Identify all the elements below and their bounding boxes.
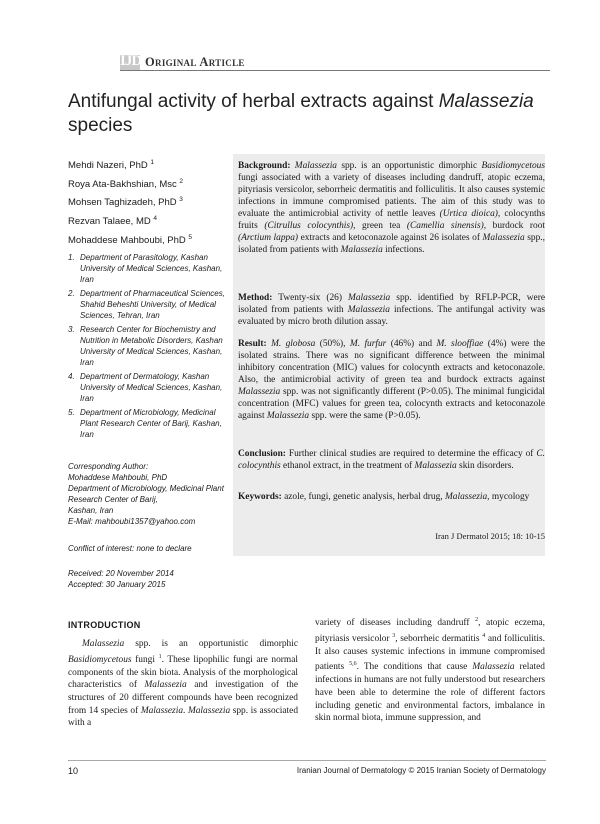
affiliation: 4. Department of Dermatology, Kashan University of Medical Sciences, Kashan, Iran — [68, 372, 223, 403]
author: Mehdi Nazeri, PhD $^1$ — [68, 159, 154, 172]
journal-footer: Iranian Journal of Dermatology © 2015 Iranian Society of Dermatology — [296, 766, 546, 775]
received-date: Received: 20 November 2014 — [68, 569, 174, 578]
abstract-result-label: Result: — [238, 339, 267, 349]
abstract-method-label: Method: — [238, 293, 273, 303]
abstract-result — [238, 338, 545, 422]
abstract-conclusion-label: Conclusion: — [238, 449, 286, 459]
keywords-label: Keywords: — [238, 492, 282, 502]
corresponding-department: Department of Microbiology, Medicinal Plant Research Center of Barij, — [68, 484, 224, 504]
author: Rezvan Talaee, MD $^4$ — [68, 214, 157, 228]
abstract-background-label: Background: — [238, 161, 291, 171]
introduction-heading: INTRODUCTION — [68, 620, 141, 630]
corresponding-location: Kashan, Iran — [68, 506, 114, 515]
author: Roya Ata-Bakhshian, Msc $^2$ — [68, 177, 184, 190]
affiliation: 3. Research Center for Biochemistry and Nutrition in Metabolic Disorders, Kashan University of Medical Sciences, Kashan, Iran — [68, 325, 223, 367]
conflict-statement: Conflict of interest: none to declare — [68, 544, 192, 553]
affiliation: 1. Department of Parasitology, Kashan University of Medical Sciences, Kashan, Iran — [68, 253, 223, 284]
affiliation-list — [68, 252, 230, 443]
header-divider — [120, 70, 550, 71]
section-label: Original Article — [145, 55, 245, 69]
author: Mohaddese Mahboubi, PhD $^5$ — [68, 233, 193, 246]
footer-divider — [68, 760, 546, 761]
author-list — [68, 155, 228, 248]
journal-badge: IJD — [120, 53, 142, 69]
abstract-background-text: Malassezia spp. is an opportunistic dimorphic Basidiomycetous fungi associated with a variety of diseases including dandruff, atopic eczema, pityriasis versicolor, seborrheic dermatitis and folliculitis. It also causes systemic infections in immune compromised patients. The aim of this study was to evaluate the antimicrobial activity of nettle leaves (Urtica dioica), colocynths fruits (Citrullus colocynthis), green tea (Camellia sinensis), burdock root (Arctium lappa) extracts and ketoconazole against 26 isolates of Malassezia spp., isolated from patients with Malassezia infections. — [238, 161, 546, 255]
introduction-right-column: variety of diseases including dandruff $^2$, atopic eczema, pityriasis versicolor $^3$, seborrheic dermatitis $^4$ and folliculitis. It also causes systemic infections in immune compromised patients $^{5,6}$. The conditions that cause Malassezia related infections in humans are not fully understood but researchers have been able to determine the role of different factors including genetic and environmental factors, imbalance in skin normal biota, immune suppression, and — [315, 617, 545, 724]
affiliation: 5. Department of Microbiology, Medicinal Plant Research Center of Barij, Kashan, Iran — [68, 408, 222, 439]
title-text: Antifungal activity of herbal extracts against — [68, 91, 439, 112]
journal-citation: Iran J Dermatol 2015; 18: 10-15 — [435, 531, 545, 541]
corresponding-name: Mohaddese Mahboubi, PhD — [68, 473, 168, 482]
author: Mohsen Taghizadeh, PhD $^3$ — [68, 196, 183, 209]
abstract-method-text: Twenty-six (26) Malassezia spp. identified by RFLP-PCR, were isolated from patients with Malassezia infections. The antifungal activity was evaluated by micro broth dilution assay. — [238, 293, 545, 327]
introduction-left-column: Malassezia spp. is an opportunistic dimorphic Basidiomycetous fungi $^1$. These lipophilic fungi are normal components of the skin biota. Analysis of the morphological characteristics of Malassezia and investigation of the structures of 20 different compounds have been recognized from 14 species of Malassezia. Malassezia spp. is associated with a — [68, 639, 299, 729]
abstract-background — [238, 160, 545, 256]
abstract-conclusion — [238, 448, 545, 472]
keywords-text: azole, fungi, genetic analysis, herbal drug, Malassezia, mycology — [281, 492, 530, 502]
page-number: 10 — [68, 766, 79, 776]
abstract-keywords — [238, 491, 545, 503]
corresponding-email[interactable]: E-Mail: mahboubi1357@yahoo.com — [68, 517, 196, 526]
title-text-end: species — [68, 115, 133, 136]
abstract-result-text: M. globosa (50%), M. furfur (46%) and M. slooffiae (4%) were the isolated strains. There was no significant difference between the minimal inhibitory concentration (MIC) values for colocynth extracts and ketoconazole. Also, the antimicrobial activity of green tea and burdock extracts against Malassezia spp. was not significantly different (P>0.05). The minimal fungicidal concentration (MFC) values for green tea, colocynth extracts and ketoconazole against Malassezia spp. were the same (P>0.05). — [238, 339, 545, 421]
title-italic-genus: Malassezia — [438, 91, 534, 112]
abstract-conclusion-text: Further clinical studies are required to determine the efficacy of C. colocynthis ethanol extract, in the treatment of Malassezia skin disorders. — [238, 449, 545, 471]
abstract-method — [238, 292, 545, 328]
affiliation: 2. Department of Pharmaceutical Sciences, Shahid Beheshti University, of Medical Sciences, Tehran, Iran — [68, 289, 225, 320]
corresponding-heading: Corresponding Author: — [68, 462, 149, 471]
article-dates — [68, 568, 174, 590]
article-title — [68, 90, 558, 138]
accepted-date: Accepted: 30 January 2015 — [68, 580, 166, 589]
corresponding-author — [68, 461, 230, 527]
